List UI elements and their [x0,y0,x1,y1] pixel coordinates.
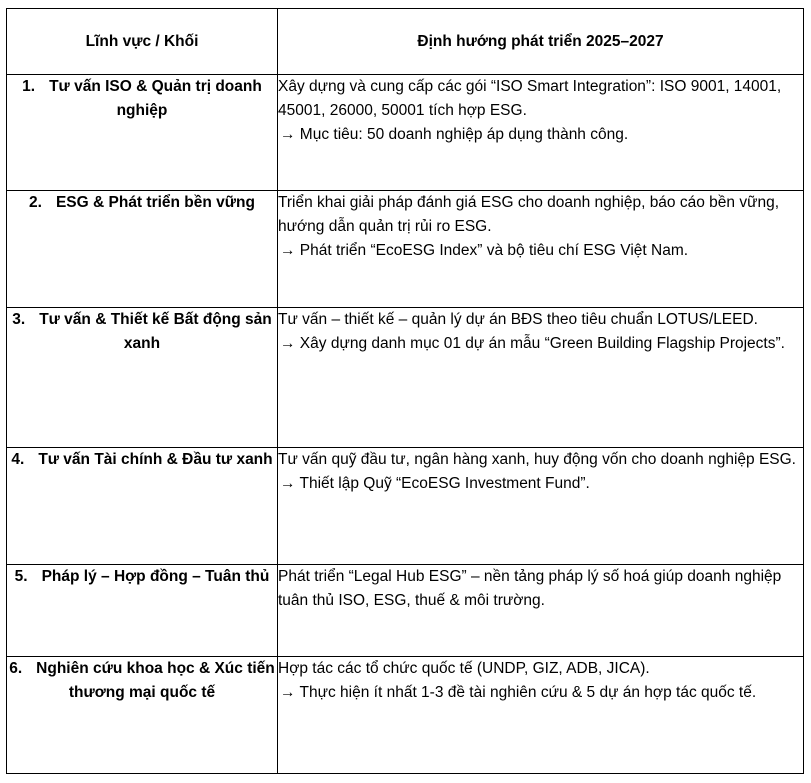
row-number: 3. [12,311,26,328]
area-cell [7,448,278,565]
row-number: 2. [29,194,42,211]
direction-cell [278,308,804,448]
table-row [7,448,804,565]
table-row [7,565,804,657]
area-cell [7,565,278,657]
area-cell [7,657,278,774]
direction-goal: → Mục tiêu: 50 doanh nghiệp áp dụng thành công. [280,126,629,143]
area-name: Tư vấn & Thiết kế Bất động sản xanh [39,311,272,352]
header-direction: Định hướng phát triển 2025–2027 [278,9,804,75]
row-number: 4. [11,451,25,468]
table-row [7,75,804,191]
area-name: Nghiên cứu khoa học & Xúc tiến thương mại quốc tế [36,660,275,701]
direction-text: Phát triển “Legal Hub ESG” – nền tảng pháp lý số hoá giúp doanh nghiệp tuân thủ ISO, ESG, thuế & môi trường. [278,568,782,609]
direction-text: Tư vấn quỹ đầu tư, ngân hàng xanh, huy động vốn cho doanh nghiệp ESG. [278,451,796,468]
direction-cell [278,448,804,565]
row-number: 1. [22,78,36,95]
direction-text: Tư vấn – thiết kế – quản lý dự án BĐS theo tiêu chuẩn LOTUS/LEED. [278,311,758,328]
direction-cell [278,565,804,657]
table-row [7,308,804,448]
table-row [7,657,804,774]
direction-cell [278,191,804,308]
table-row [7,191,804,308]
direction-goal: → Xây dựng danh mục 01 dự án mẫu “Green Building Flagship Projects”. [280,335,785,352]
area-cell [7,308,278,448]
header-area: Lĩnh vực / Khối [7,9,278,75]
direction-goal: → Phát triển “EcoESG Index” và bộ tiêu chí ESG Việt Nam. [280,242,689,259]
direction-text: Hợp tác các tổ chức quốc tế (UNDP, GIZ, ADB, JICA). [278,660,650,677]
area-cell [7,75,278,191]
area-name: Tư vấn Tài chính & Đầu tư xanh [38,451,273,468]
row-number: 5. [14,568,28,585]
area-name: Pháp lý – Hợp đồng – Tuân thủ [41,568,270,585]
area-name: Tư vấn ISO & Quản trị doanh nghiệp [49,78,262,119]
direction-cell [278,657,804,774]
area-cell [7,191,278,308]
row-number: 6. [9,660,23,677]
direction-goal: → Thiết lập Quỹ “EcoESG Investment Fund”. [280,475,590,492]
table-header-row [7,9,804,75]
direction-text: Triển khai giải pháp đánh giá ESG cho doanh nghiệp, báo cáo bền vững, hướng dẫn quản trị rủi ro ESG. [278,194,779,235]
area-name: ESG & Phát triển bền vững [55,194,255,211]
direction-goal: → Thực hiện ít nhất 1-3 đề tài nghiên cứu & 5 dự án hợp tác quốc tế. [280,684,757,701]
development-plan-table [6,8,804,774]
direction-cell [278,75,804,191]
direction-text: Xây dựng và cung cấp các gói “ISO Smart Integration”: ISO 9001, 14001, 45001, 26000, 50001 tích hợp ESG. [278,78,782,119]
